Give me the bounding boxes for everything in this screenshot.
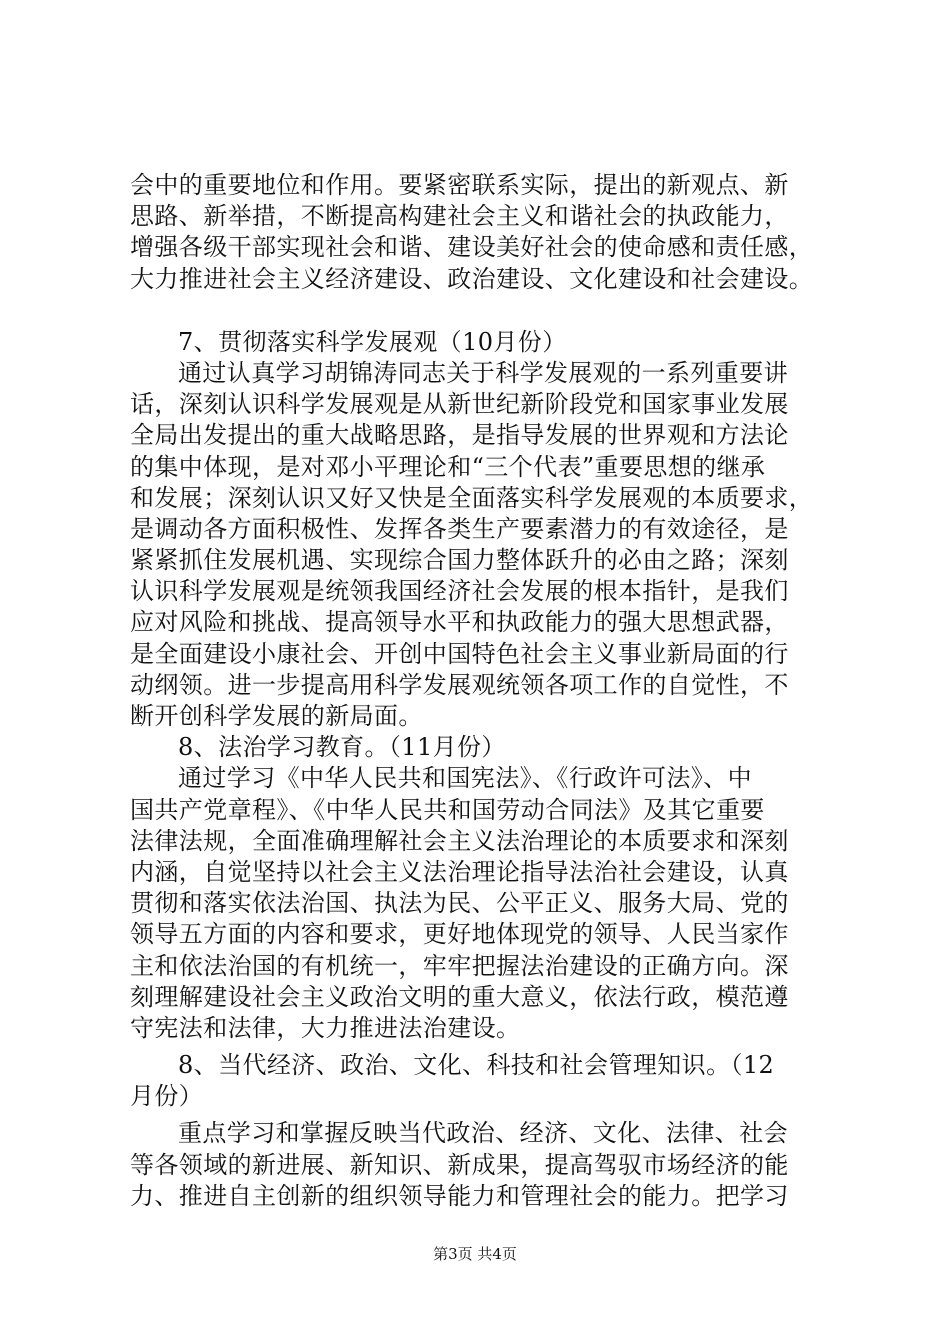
text-line: 动纲领。进一步提高用科学发展观统领各项工作的自觉性，不 (130, 670, 789, 699)
page-number-footer: 第3页 共4页 (433, 1245, 517, 1263)
text-line: 国共产党章程》、《中华人民共和国劳动合同法》及其它重要 (130, 795, 765, 824)
text-line: 贯彻和落实依法治国、执法为民、公平正义、服务大局、党的 (130, 889, 789, 918)
section-heading-8-knowledge: 8、当代经济、政治、文化、科技和社会管理知识。（12 (178, 1051, 775, 1080)
section-heading-8-law: 8、法治学习教育。（11月份） (178, 733, 506, 762)
text-line: 大力推进社会主义经济建设、政治建设、文化建设和社会建设。 (130, 264, 814, 293)
text-line: 认识科学发展观是统领我国经济社会发展的根本指针，是我们 (130, 577, 789, 606)
text-line: 的集中体现，是对邓小平理论和“三个代表”重要思想的继承 (130, 452, 766, 481)
text-line: 力、推进自主创新的组织领导能力和管理社会的能力。把学习 (130, 1181, 789, 1210)
text-line: 应对风险和挑战、提高领导水平和执政能力的强大思想武器， (130, 608, 789, 637)
text-line: 是调动各方面积极性、发挥各类生产要素潜力的有效途径，是 (130, 514, 789, 543)
text-line: 月份） (130, 1082, 204, 1111)
text-line: 紧紧抓住发展机遇、实现综合国力整体跃升的必由之路；深刻 (130, 546, 789, 575)
text-line: 会中的重要地位和作用。要紧密联系实际，提出的新观点、新 (130, 171, 789, 199)
text-line: 增强各级干部实现社会和谐、建设美好社会的使命感和责任感， (130, 233, 814, 262)
paragraph-start: 重点学习和掌握反映当代政治、经济、文化、法律、社会 (178, 1119, 788, 1148)
text-line: 法律法规，全面准确理解社会主义法治理论的本质要求和深刻 (130, 826, 789, 855)
text-line: 断开创科学发展的新局面。 (130, 702, 423, 730)
text-line: 思路、新举措，不断提高构建社会主义和谐社会的执政能力， (130, 202, 789, 231)
paragraph-start: 通过学习《中华人民共和国宪法》、《行政许可法》、中 (178, 764, 752, 793)
text-line: 和发展；深刻认识又好又快是全面落实科学发展观的本质要求， (130, 483, 814, 512)
text-line: 领导五方面的内容和要求，更好地体现党的领导、人民当家作 (130, 920, 789, 949)
text-line: 等各领域的新进展、新知识、新成果，提高驾驭市场经济的能 (130, 1150, 789, 1179)
paragraph-start: 通过认真学习胡锦涛同志关于科学发展观的一系列重要讲 (178, 358, 788, 387)
text-line: 刻理解建设社会主义政治文明的重大意义，依法行政，模范遵 (130, 982, 789, 1011)
text-line: 全局出发提出的重大战略思路，是指导发展的世界观和方法论 (130, 421, 789, 450)
section-heading-7: 7、贯彻落实科学发展观（10月份） (178, 327, 567, 356)
document-body (130, 170, 828, 1212)
text-line: 内涵，自觉坚持以社会主义法治理论指导法治社会建设，认真 (130, 857, 789, 886)
text-line: 守宪法和法律，大力推进法治建设。 (130, 1013, 521, 1042)
text-line: 是全面建设小康社会、开创中国特色社会主义事业新局面的行 (130, 639, 789, 668)
text-line: 话，深刻认识科学发展观是从新世纪新阶段党和国家事业发展 (130, 390, 789, 419)
text-line: 主和依法治国的有机统一，牢牢把握法治建设的正确方向。深 (130, 951, 789, 980)
